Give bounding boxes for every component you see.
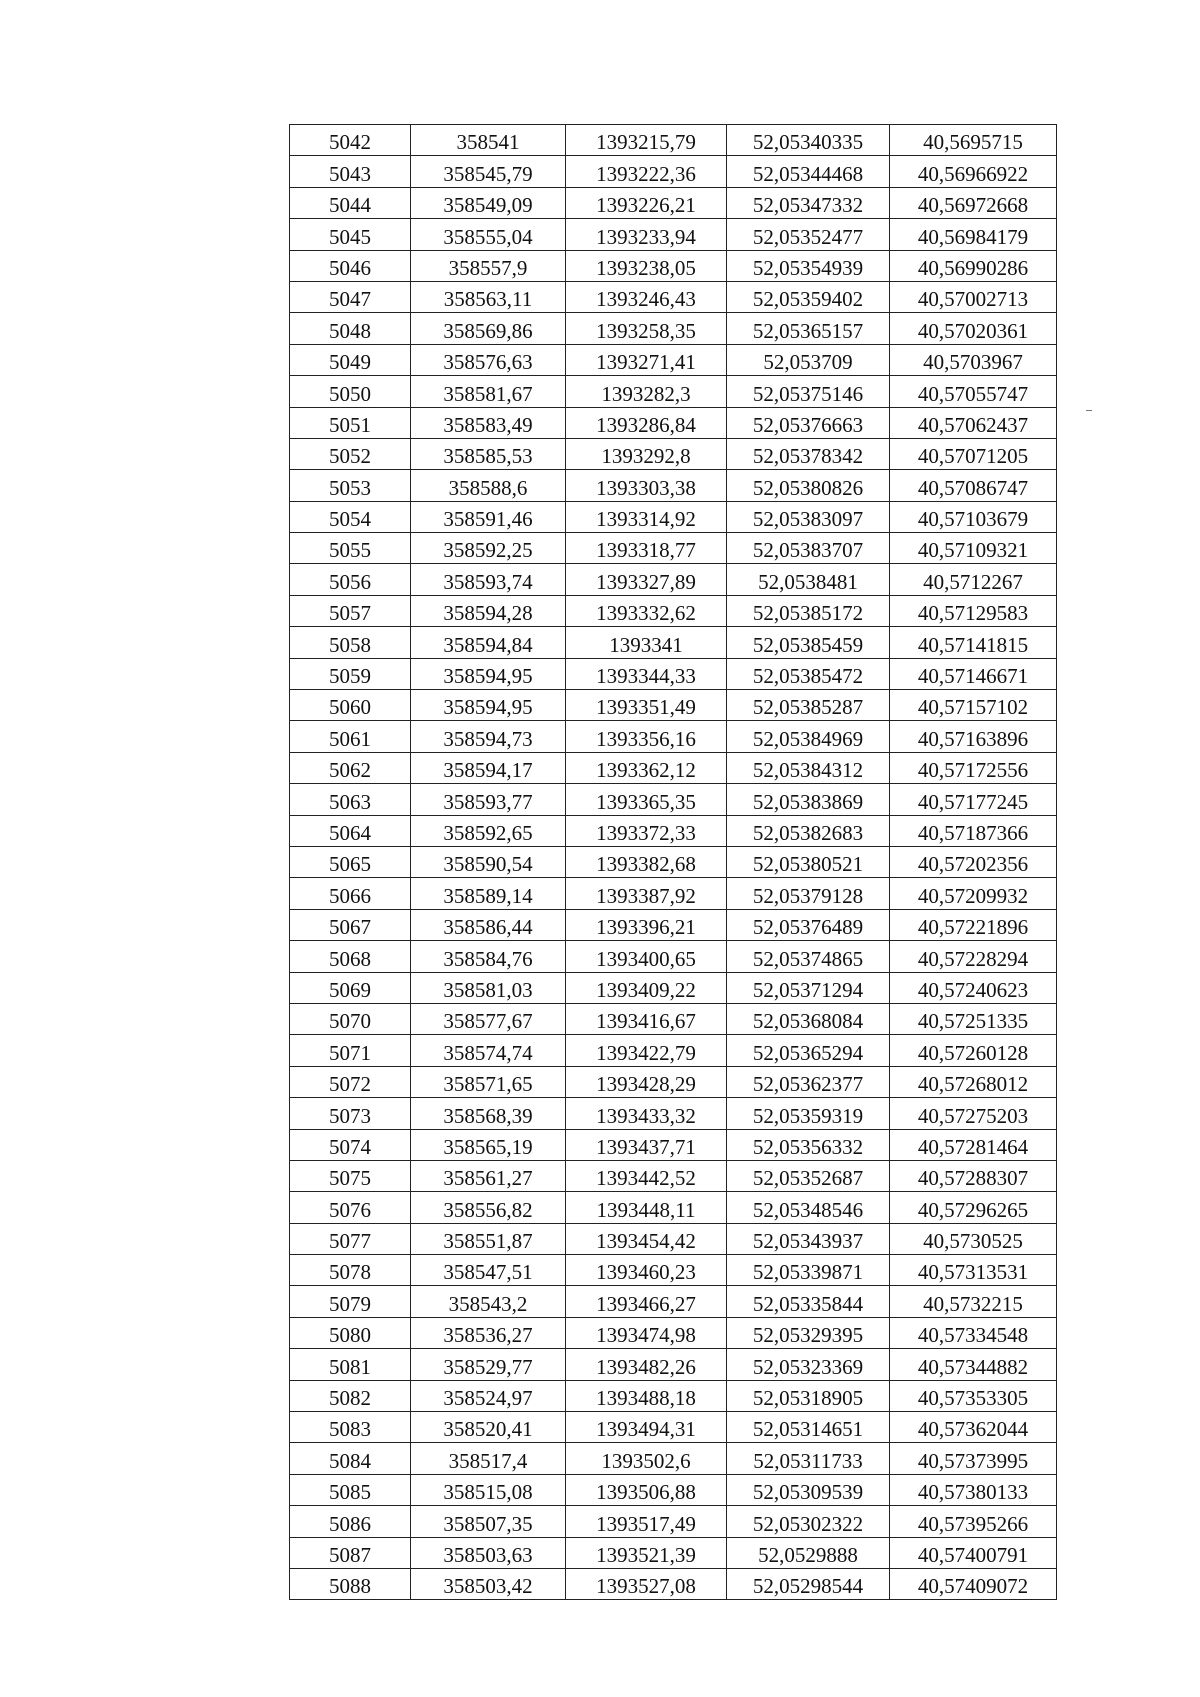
- y-coordinate-cell: 1393292,8: [566, 438, 727, 469]
- x-coordinate-cell: 358593,77: [411, 784, 566, 815]
- table-row: [290, 1098, 1057, 1129]
- point-number-cell: 5083: [290, 1412, 411, 1443]
- y-coordinate-cell: 1393226,21: [566, 187, 727, 218]
- y-coordinate-cell: 1393474,98: [566, 1317, 727, 1348]
- longitude-cell: 40,5695715: [890, 125, 1057, 156]
- latitude-cell: 52,05302322: [727, 1506, 890, 1537]
- point-number-cell: 5068: [290, 941, 411, 972]
- longitude-cell: 40,57251335: [890, 1003, 1057, 1034]
- y-coordinate-cell: 1393442,52: [566, 1160, 727, 1191]
- table-row: [290, 690, 1057, 721]
- table-row: [290, 1286, 1057, 1317]
- x-coordinate-cell: 358574,74: [411, 1035, 566, 1066]
- y-coordinate-cell: 1393351,49: [566, 690, 727, 721]
- y-coordinate-cell: 1393433,32: [566, 1098, 727, 1129]
- point-number-cell: 5073: [290, 1098, 411, 1129]
- latitude-cell: 52,05385287: [727, 690, 890, 721]
- point-number-cell: 5076: [290, 1192, 411, 1223]
- point-number-cell: 5069: [290, 972, 411, 1003]
- y-coordinate-cell: 1393233,94: [566, 219, 727, 250]
- longitude-cell: 40,57177245: [890, 784, 1057, 815]
- table-row: [290, 438, 1057, 469]
- latitude-cell: 52,05368084: [727, 1003, 890, 1034]
- table-row: [290, 1317, 1057, 1348]
- longitude-cell: 40,57157102: [890, 690, 1057, 721]
- point-number-cell: 5044: [290, 187, 411, 218]
- point-number-cell: 5087: [290, 1537, 411, 1568]
- x-coordinate-cell: 358592,65: [411, 815, 566, 846]
- y-coordinate-cell: 1393303,38: [566, 470, 727, 501]
- point-number-cell: 5086: [290, 1506, 411, 1537]
- table-row: [290, 125, 1057, 156]
- y-coordinate-cell: 1393437,71: [566, 1129, 727, 1160]
- table-row: [290, 1537, 1057, 1568]
- y-coordinate-cell: 1393521,39: [566, 1537, 727, 1568]
- longitude-cell: 40,57268012: [890, 1066, 1057, 1097]
- latitude-cell: 52,05376663: [727, 407, 890, 438]
- longitude-cell: 40,56990286: [890, 250, 1057, 281]
- x-coordinate-cell: 358594,95: [411, 658, 566, 689]
- x-coordinate-cell: 358590,54: [411, 846, 566, 877]
- table-row: [290, 281, 1057, 312]
- point-number-cell: 5066: [290, 878, 411, 909]
- latitude-cell: 52,05365294: [727, 1035, 890, 1066]
- y-coordinate-cell: 1393271,41: [566, 344, 727, 375]
- point-number-cell: 5064: [290, 815, 411, 846]
- point-number-cell: 5052: [290, 438, 411, 469]
- x-coordinate-cell: 358561,27: [411, 1160, 566, 1191]
- latitude-cell: 52,05340335: [727, 125, 890, 156]
- y-coordinate-cell: 1393502,6: [566, 1443, 727, 1474]
- y-coordinate-cell: 1393327,89: [566, 564, 727, 595]
- latitude-cell: 52,0529888: [727, 1537, 890, 1568]
- point-number-cell: 5049: [290, 344, 411, 375]
- point-number-cell: 5084: [290, 1443, 411, 1474]
- longitude-cell: 40,57172556: [890, 752, 1057, 783]
- longitude-cell: 40,57086747: [890, 470, 1057, 501]
- table-row: [290, 1003, 1057, 1034]
- table-row: [290, 627, 1057, 658]
- x-coordinate-cell: 358593,74: [411, 564, 566, 595]
- table-row: [290, 721, 1057, 752]
- point-number-cell: 5078: [290, 1255, 411, 1286]
- table-row: [290, 909, 1057, 940]
- x-coordinate-cell: 358589,14: [411, 878, 566, 909]
- y-coordinate-cell: 1393332,62: [566, 595, 727, 626]
- longitude-cell: 40,57202356: [890, 846, 1057, 877]
- latitude-cell: 52,05362377: [727, 1066, 890, 1097]
- table-row: [290, 1129, 1057, 1160]
- longitude-cell: 40,57281464: [890, 1129, 1057, 1160]
- latitude-cell: 52,05384312: [727, 752, 890, 783]
- x-coordinate-cell: 358529,77: [411, 1349, 566, 1380]
- longitude-cell: 40,57002713: [890, 281, 1057, 312]
- table-row: [290, 1443, 1057, 1474]
- longitude-cell: 40,57071205: [890, 438, 1057, 469]
- longitude-cell: 40,57228294: [890, 941, 1057, 972]
- point-number-cell: 5046: [290, 250, 411, 281]
- point-number-cell: 5075: [290, 1160, 411, 1191]
- x-coordinate-cell: 358555,04: [411, 219, 566, 250]
- table-row: [290, 595, 1057, 626]
- x-coordinate-cell: 358517,4: [411, 1443, 566, 1474]
- x-coordinate-cell: 358577,67: [411, 1003, 566, 1034]
- table-row: [290, 1474, 1057, 1505]
- y-coordinate-cell: 1393372,33: [566, 815, 727, 846]
- point-number-cell: 5070: [290, 1003, 411, 1034]
- x-coordinate-cell: 358585,53: [411, 438, 566, 469]
- point-number-cell: 5043: [290, 156, 411, 187]
- x-coordinate-cell: 358594,17: [411, 752, 566, 783]
- y-coordinate-cell: 1393494,31: [566, 1412, 727, 1443]
- point-number-cell: 5079: [290, 1286, 411, 1317]
- y-coordinate-cell: 1393422,79: [566, 1035, 727, 1066]
- table-row: [290, 1412, 1057, 1443]
- x-coordinate-cell: 358524,97: [411, 1380, 566, 1411]
- latitude-cell: 52,05347332: [727, 187, 890, 218]
- y-coordinate-cell: 1393396,21: [566, 909, 727, 940]
- longitude-cell: 40,5732215: [890, 1286, 1057, 1317]
- point-number-cell: 5074: [290, 1129, 411, 1160]
- latitude-cell: 52,05384969: [727, 721, 890, 752]
- point-number-cell: 5067: [290, 909, 411, 940]
- latitude-cell: 52,05329395: [727, 1317, 890, 1348]
- x-coordinate-cell: 358583,49: [411, 407, 566, 438]
- latitude-cell: 52,05311733: [727, 1443, 890, 1474]
- table-row: [290, 156, 1057, 187]
- y-coordinate-cell: 1393286,84: [566, 407, 727, 438]
- longitude-cell: 40,57141815: [890, 627, 1057, 658]
- longitude-cell: 40,57395266: [890, 1506, 1057, 1537]
- y-coordinate-cell: 1393482,26: [566, 1349, 727, 1380]
- x-coordinate-cell: 358592,25: [411, 533, 566, 564]
- longitude-cell: 40,57209932: [890, 878, 1057, 909]
- point-number-cell: 5065: [290, 846, 411, 877]
- latitude-cell: 52,05385459: [727, 627, 890, 658]
- longitude-cell: 40,57146671: [890, 658, 1057, 689]
- point-number-cell: 5071: [290, 1035, 411, 1066]
- table-row: [290, 972, 1057, 1003]
- x-coordinate-cell: 358551,87: [411, 1223, 566, 1254]
- table-row: [290, 784, 1057, 815]
- latitude-cell: 52,05298544: [727, 1568, 890, 1599]
- y-coordinate-cell: 1393362,12: [566, 752, 727, 783]
- table-row: [290, 533, 1057, 564]
- point-number-cell: 5088: [290, 1568, 411, 1599]
- y-coordinate-cell: 1393258,35: [566, 313, 727, 344]
- y-coordinate-cell: 1393356,16: [566, 721, 727, 752]
- point-number-cell: 5051: [290, 407, 411, 438]
- longitude-cell: 40,5730525: [890, 1223, 1057, 1254]
- point-number-cell: 5059: [290, 658, 411, 689]
- longitude-cell: 40,57400791: [890, 1537, 1057, 1568]
- point-number-cell: 5057: [290, 595, 411, 626]
- point-number-cell: 5050: [290, 376, 411, 407]
- longitude-cell: 40,5703967: [890, 344, 1057, 375]
- x-coordinate-cell: 358563,11: [411, 281, 566, 312]
- table-row: [290, 219, 1057, 250]
- y-coordinate-cell: 1393448,11: [566, 1192, 727, 1223]
- y-coordinate-cell: 1393400,65: [566, 941, 727, 972]
- point-number-cell: 5058: [290, 627, 411, 658]
- table-row: [290, 501, 1057, 532]
- point-number-cell: 5042: [290, 125, 411, 156]
- latitude-cell: 52,05376489: [727, 909, 890, 940]
- y-coordinate-cell: 1393527,08: [566, 1568, 727, 1599]
- table-row: [290, 250, 1057, 281]
- latitude-cell: 52,05352477: [727, 219, 890, 250]
- longitude-cell: 40,56972668: [890, 187, 1057, 218]
- y-coordinate-cell: 1393428,29: [566, 1066, 727, 1097]
- table-row: [290, 1380, 1057, 1411]
- x-coordinate-cell: 358586,44: [411, 909, 566, 940]
- x-coordinate-cell: 358568,39: [411, 1098, 566, 1129]
- table-row: [290, 344, 1057, 375]
- table-row: [290, 187, 1057, 218]
- longitude-cell: 40,57409072: [890, 1568, 1057, 1599]
- x-coordinate-cell: 358520,41: [411, 1412, 566, 1443]
- longitude-cell: 40,57240623: [890, 972, 1057, 1003]
- y-coordinate-cell: 1393222,36: [566, 156, 727, 187]
- y-coordinate-cell: 1393215,79: [566, 125, 727, 156]
- point-number-cell: 5081: [290, 1349, 411, 1380]
- y-coordinate-cell: 1393341: [566, 627, 727, 658]
- table-row: [290, 313, 1057, 344]
- latitude-cell: 52,05380826: [727, 470, 890, 501]
- y-coordinate-cell: 1393238,05: [566, 250, 727, 281]
- table-row: [290, 1223, 1057, 1254]
- latitude-cell: 52,05365157: [727, 313, 890, 344]
- point-number-cell: 5055: [290, 533, 411, 564]
- latitude-cell: 52,05318905: [727, 1380, 890, 1411]
- x-coordinate-cell: 358541: [411, 125, 566, 156]
- x-coordinate-cell: 358536,27: [411, 1317, 566, 1348]
- x-coordinate-cell: 358503,42: [411, 1568, 566, 1599]
- x-coordinate-cell: 358594,73: [411, 721, 566, 752]
- x-coordinate-cell: 358594,84: [411, 627, 566, 658]
- table-row: [290, 1568, 1057, 1599]
- latitude-cell: 52,05375146: [727, 376, 890, 407]
- longitude-cell: 40,57353305: [890, 1380, 1057, 1411]
- x-coordinate-cell: 358557,9: [411, 250, 566, 281]
- y-coordinate-cell: 1393466,27: [566, 1286, 727, 1317]
- table-row: [290, 846, 1057, 877]
- longitude-cell: 40,57275203: [890, 1098, 1057, 1129]
- longitude-cell: 40,57055747: [890, 376, 1057, 407]
- scan-mark: [1086, 410, 1092, 411]
- longitude-cell: 40,57313531: [890, 1255, 1057, 1286]
- latitude-cell: 52,05378342: [727, 438, 890, 469]
- point-number-cell: 5060: [290, 690, 411, 721]
- y-coordinate-cell: 1393460,23: [566, 1255, 727, 1286]
- latitude-cell: 52,05348546: [727, 1192, 890, 1223]
- x-coordinate-cell: 358545,79: [411, 156, 566, 187]
- y-coordinate-cell: 1393488,18: [566, 1380, 727, 1411]
- latitude-cell: 52,05354939: [727, 250, 890, 281]
- table-row: [290, 407, 1057, 438]
- longitude-cell: 40,57362044: [890, 1412, 1057, 1443]
- point-number-cell: 5045: [290, 219, 411, 250]
- table-row: [290, 1255, 1057, 1286]
- y-coordinate-cell: 1393365,35: [566, 784, 727, 815]
- point-number-cell: 5061: [290, 721, 411, 752]
- latitude-cell: 52,05314651: [727, 1412, 890, 1443]
- x-coordinate-cell: 358581,67: [411, 376, 566, 407]
- longitude-cell: 40,56984179: [890, 219, 1057, 250]
- y-coordinate-cell: 1393409,22: [566, 972, 727, 1003]
- table-row: [290, 1066, 1057, 1097]
- latitude-cell: 52,05383869: [727, 784, 890, 815]
- point-number-cell: 5054: [290, 501, 411, 532]
- longitude-cell: 40,57260128: [890, 1035, 1057, 1066]
- y-coordinate-cell: 1393246,43: [566, 281, 727, 312]
- x-coordinate-cell: 358584,76: [411, 941, 566, 972]
- point-number-cell: 5080: [290, 1317, 411, 1348]
- point-number-cell: 5048: [290, 313, 411, 344]
- longitude-cell: 40,57296265: [890, 1192, 1057, 1223]
- longitude-cell: 40,57062437: [890, 407, 1057, 438]
- longitude-cell: 40,57288307: [890, 1160, 1057, 1191]
- y-coordinate-cell: 1393387,92: [566, 878, 727, 909]
- x-coordinate-cell: 358515,08: [411, 1474, 566, 1505]
- y-coordinate-cell: 1393416,67: [566, 1003, 727, 1034]
- latitude-cell: 52,05352687: [727, 1160, 890, 1191]
- table-row: [290, 752, 1057, 783]
- coordinate-table: [289, 124, 1057, 1600]
- x-coordinate-cell: 358543,2: [411, 1286, 566, 1317]
- point-number-cell: 5077: [290, 1223, 411, 1254]
- x-coordinate-cell: 358507,35: [411, 1506, 566, 1537]
- y-coordinate-cell: 1393517,49: [566, 1506, 727, 1537]
- latitude-cell: 52,05380521: [727, 846, 890, 877]
- point-number-cell: 5085: [290, 1474, 411, 1505]
- latitude-cell: 52,05359319: [727, 1098, 890, 1129]
- latitude-cell: 52,05359402: [727, 281, 890, 312]
- longitude-cell: 40,57103679: [890, 501, 1057, 532]
- longitude-cell: 40,56966922: [890, 156, 1057, 187]
- table-row: [290, 658, 1057, 689]
- x-coordinate-cell: 358571,65: [411, 1066, 566, 1097]
- table-row: [290, 1035, 1057, 1066]
- y-coordinate-cell: 1393454,42: [566, 1223, 727, 1254]
- latitude-cell: 52,05371294: [727, 972, 890, 1003]
- point-number-cell: 5082: [290, 1380, 411, 1411]
- latitude-cell: 52,0538481: [727, 564, 890, 595]
- table-row: [290, 1506, 1057, 1537]
- table-row: [290, 878, 1057, 909]
- x-coordinate-cell: 358576,63: [411, 344, 566, 375]
- latitude-cell: 52,05379128: [727, 878, 890, 909]
- latitude-cell: 52,053709: [727, 344, 890, 375]
- latitude-cell: 52,05323369: [727, 1349, 890, 1380]
- latitude-cell: 52,05382683: [727, 815, 890, 846]
- x-coordinate-cell: 358565,19: [411, 1129, 566, 1160]
- point-number-cell: 5063: [290, 784, 411, 815]
- latitude-cell: 52,05385172: [727, 595, 890, 626]
- y-coordinate-cell: 1393382,68: [566, 846, 727, 877]
- x-coordinate-cell: 358594,95: [411, 690, 566, 721]
- longitude-cell: 40,5712267: [890, 564, 1057, 595]
- latitude-cell: 52,05383707: [727, 533, 890, 564]
- y-coordinate-cell: 1393314,92: [566, 501, 727, 532]
- longitude-cell: 40,57129583: [890, 595, 1057, 626]
- y-coordinate-cell: 1393318,77: [566, 533, 727, 564]
- y-coordinate-cell: 1393506,88: [566, 1474, 727, 1505]
- table-row: [290, 376, 1057, 407]
- longitude-cell: 40,57020361: [890, 313, 1057, 344]
- x-coordinate-cell: 358581,03: [411, 972, 566, 1003]
- point-number-cell: 5053: [290, 470, 411, 501]
- latitude-cell: 52,05343937: [727, 1223, 890, 1254]
- y-coordinate-cell: 1393282,3: [566, 376, 727, 407]
- table-row: [290, 1192, 1057, 1223]
- table-row: [290, 1160, 1057, 1191]
- x-coordinate-cell: 358503,63: [411, 1537, 566, 1568]
- longitude-cell: 40,57380133: [890, 1474, 1057, 1505]
- x-coordinate-cell: 358591,46: [411, 501, 566, 532]
- table-row: [290, 470, 1057, 501]
- x-coordinate-cell: 358594,28: [411, 595, 566, 626]
- longitude-cell: 40,57334548: [890, 1317, 1057, 1348]
- x-coordinate-cell: 358588,6: [411, 470, 566, 501]
- longitude-cell: 40,57373995: [890, 1443, 1057, 1474]
- x-coordinate-cell: 358549,09: [411, 187, 566, 218]
- latitude-cell: 52,05374865: [727, 941, 890, 972]
- point-number-cell: 5062: [290, 752, 411, 783]
- longitude-cell: 40,57344882: [890, 1349, 1057, 1380]
- table-row: [290, 564, 1057, 595]
- latitude-cell: 52,05335844: [727, 1286, 890, 1317]
- point-number-cell: 5072: [290, 1066, 411, 1097]
- longitude-cell: 40,57187366: [890, 815, 1057, 846]
- longitude-cell: 40,57163896: [890, 721, 1057, 752]
- table-row: [290, 815, 1057, 846]
- x-coordinate-cell: 358569,86: [411, 313, 566, 344]
- latitude-cell: 52,05383097: [727, 501, 890, 532]
- table-row: [290, 1349, 1057, 1380]
- x-coordinate-cell: 358547,51: [411, 1255, 566, 1286]
- latitude-cell: 52,05356332: [727, 1129, 890, 1160]
- point-number-cell: 5047: [290, 281, 411, 312]
- x-coordinate-cell: 358556,82: [411, 1192, 566, 1223]
- longitude-cell: 40,57221896: [890, 909, 1057, 940]
- latitude-cell: 52,05385472: [727, 658, 890, 689]
- latitude-cell: 52,05309539: [727, 1474, 890, 1505]
- table-row: [290, 941, 1057, 972]
- coordinate-table-body: [290, 125, 1057, 1600]
- latitude-cell: 52,05344468: [727, 156, 890, 187]
- longitude-cell: 40,57109321: [890, 533, 1057, 564]
- y-coordinate-cell: 1393344,33: [566, 658, 727, 689]
- latitude-cell: 52,05339871: [727, 1255, 890, 1286]
- point-number-cell: 5056: [290, 564, 411, 595]
